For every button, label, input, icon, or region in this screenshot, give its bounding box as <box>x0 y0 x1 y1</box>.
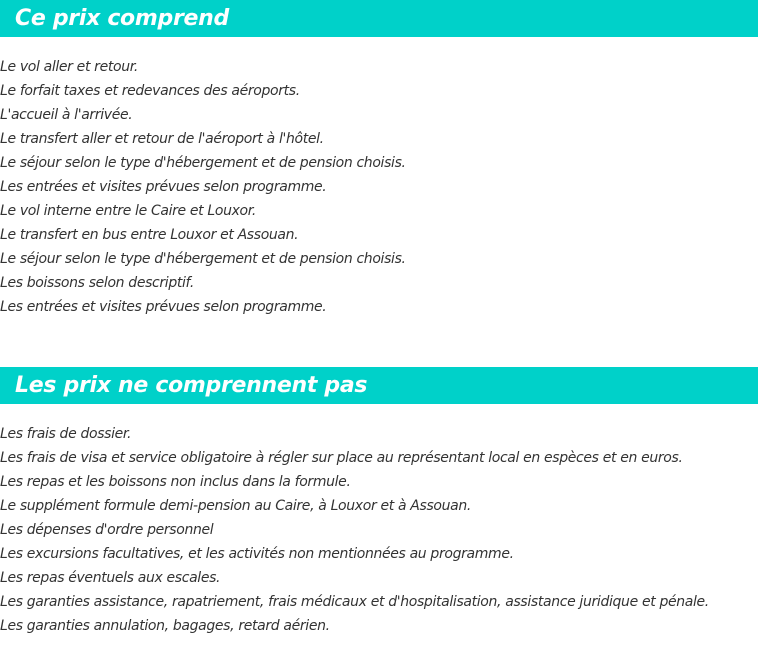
included-list <box>0 37 758 319</box>
excluded-item: Les excursions facultatives, et les activités non mentionnées au programme. <box>0 546 514 562</box>
excluded-section <box>0 367 758 652</box>
included-item: Le transfert en bus entre Louxor et Assouan. <box>0 227 299 243</box>
excluded-item: Les repas éventuels aux escales. <box>0 570 221 586</box>
included-item: Le forfait taxes et redevances des aéroports. <box>0 83 300 99</box>
included-item: Les boissons selon descriptif. <box>0 275 194 291</box>
included-item: L'accueil à l'arrivée. <box>0 107 133 123</box>
excluded-header <box>0 367 758 404</box>
included-item: Les entrées et visites prévues selon programme. <box>0 299 327 315</box>
excluded-item: Les frais de dossier. <box>0 426 132 442</box>
excluded-item: Les garanties assistance, rapatriement, frais médicaux et d'hospitalisation, assistance juridique et pénale. <box>0 594 709 610</box>
included-title: Ce prix comprend <box>15 6 229 31</box>
included-item: Le vol aller et retour. <box>0 59 138 75</box>
excluded-item: Le supplément formule demi-pension au Caire, à Louxor et à Assouan. <box>0 498 471 514</box>
excluded-title: Les prix ne comprennent pas <box>15 373 368 398</box>
excluded-item: Les garanties annulation, bagages, retard aérien. <box>0 618 330 634</box>
included-item: Le séjour selon le type d'hébergement et de pension choisis. <box>0 155 406 171</box>
included-header <box>0 0 758 37</box>
excluded-item: Les frais de visa et service obligatoire à régler sur place au représentant local en espèces et en euros. <box>0 450 683 466</box>
included-item: Le transfert aller et retour de l'aéroport à l'hôtel. <box>0 131 324 147</box>
excluded-item: Les repas et les boissons non inclus dans la formule. <box>0 474 351 490</box>
included-item: Les entrées et visites prévues selon programme. <box>0 179 327 195</box>
included-item: Le vol interne entre le Caire et Louxor. <box>0 203 256 219</box>
included-item: Le séjour selon le type d'hébergement et de pension choisis. <box>0 251 406 267</box>
excluded-list <box>0 404 758 638</box>
excluded-item: Les dépenses d'ordre personnel <box>0 522 214 538</box>
